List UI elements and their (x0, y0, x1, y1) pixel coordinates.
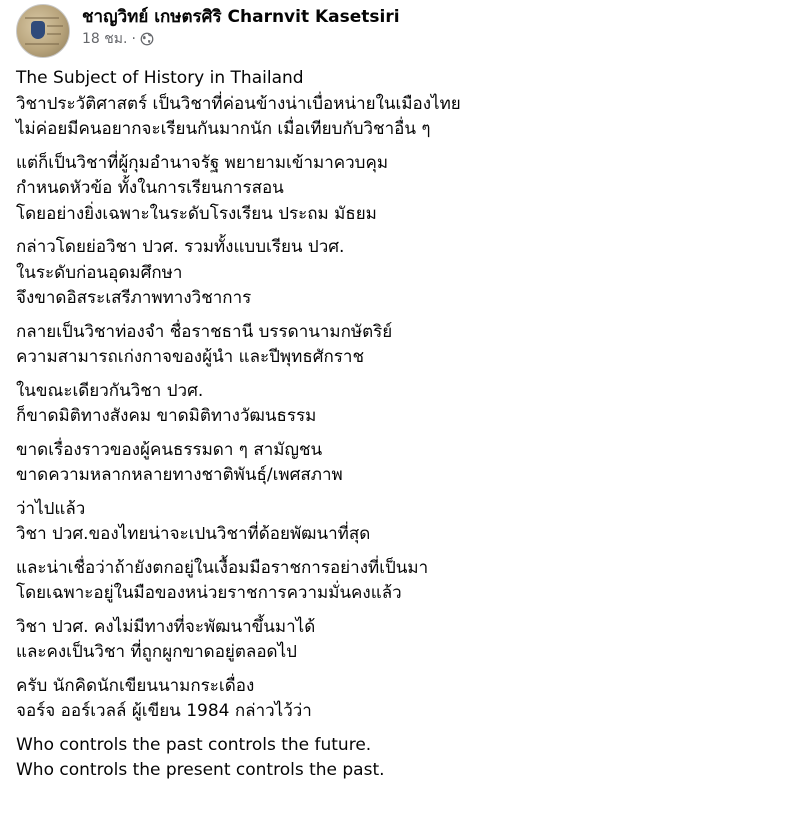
post-text-line: แต่ก็เป็นวิชาที่ผู้กุมอำนาจรัฐ พยายามเข้ามาควบคุม (16, 152, 389, 173)
post-timestamp[interactable]: 18 ชม. (82, 31, 128, 47)
post-paragraph (16, 320, 786, 371)
post-text-line: และคงเป็นวิชา ที่ถูกผูกขาดอยู่ตลอดไป (16, 642, 297, 662)
post-paragraph (16, 66, 786, 143)
post-text-line: และน่าเชื่อว่าถ้ายังตกอยู่ในเงื้อมมือราชการอย่างที่เป็นมา (16, 557, 429, 578)
separator-dot: · (131, 31, 136, 47)
post-text-line: Who controls the past controls the future. (16, 734, 372, 755)
post-text-line: ขาดความหลากหลายทางชาติพันธุ์/เพศสภาพ (16, 465, 343, 485)
post-text-line: กล่าวโดยย่อวิชา ปวศ. รวมทั้งแบบเรียน ปวศ. (16, 237, 345, 257)
post-body (16, 66, 786, 792)
post-paragraph (16, 497, 786, 548)
post-text-line: The Subject of History in Thailand (16, 68, 304, 88)
post-text-line: ในขณะเดียวกันวิชา ปวศ. (16, 380, 204, 401)
post-text-line: ไม่ค่อยมีคนอยากจะเรียนกันมากนัก เมื่อเทียบกับวิชาอื่น ๆ (16, 119, 431, 139)
post-text-line: วิชาประวัติศาสตร์ เป็นวิชาที่ค่อนข้างน่าเบื่อหน่ายในเมืองไทย (16, 93, 461, 114)
post-text-line: ครับ นักคิดนักเขียนนามกระเดื่อง (16, 675, 255, 696)
post-text-line: ความสามารถเก่งกาจของผู้นำ และปีพุทธศักราช (16, 347, 365, 367)
post-paragraph (16, 438, 786, 489)
post-paragraph (16, 235, 786, 312)
post-text-line: กลายเป็นวิชาท่องจำ ชื่อราชธานี บรรดานามกษัตริย์ (16, 321, 393, 342)
post-text-line: ขาดเรื่องราวของผู้คนธรรมดา ๆ สามัญชน (16, 439, 323, 460)
author-name[interactable]: ชาญวิทย์ เกษตรศิริ Charnvit Kasetsiri (82, 7, 400, 27)
post-paragraph (16, 556, 786, 607)
post-text-line: ว่าไปแล้ว (16, 498, 86, 519)
post-paragraph (16, 674, 786, 725)
post-text-line: จึงขาดอิสระเสรีภาพทางวิชาการ (16, 288, 252, 308)
post-header (16, 4, 400, 60)
post-text-line: โดยเฉพาะอยู่ในมือของหน่วยราชการความมั่นคงแล้ว (16, 583, 402, 603)
post-paragraph (16, 615, 786, 666)
globe-icon[interactable] (140, 32, 154, 46)
post-text-line: วิชา ปวศ.ของไทยน่าจะเปนวิชาที่ด้อยพัฒนาที่สุด (16, 524, 371, 544)
post-subline (82, 30, 400, 48)
post-meta (82, 6, 400, 48)
post-text-line: จอร์จ ออร์เวลล์ ผู้เขียน 1984 กล่าวไว้ว่า (16, 701, 312, 721)
post-text-line: ในระดับก่อนอุดมศึกษา (16, 262, 183, 283)
post-paragraph (16, 379, 786, 430)
post-paragraph (16, 151, 786, 228)
post-text-line: วิชา ปวศ. คงไม่มีทางที่จะพัฒนาขึ้นมาได้ (16, 616, 316, 637)
post-text-line: ก็ขาดมิติทางสังคม ขาดมิติทางวัฒนธรรม (16, 406, 317, 426)
post-text-line: Who controls the present controls the past. (16, 760, 385, 780)
post-text-line: กำหนดหัวข้อ ทั้งในการเรียนการสอน (16, 178, 284, 198)
avatar-seal-icon (31, 21, 45, 39)
post-paragraph (16, 733, 786, 784)
avatar[interactable] (16, 4, 70, 58)
post-text-line: โดยอย่างยิ่งเฉพาะในระดับโรงเรียน ประถม มัธยม (16, 203, 377, 224)
